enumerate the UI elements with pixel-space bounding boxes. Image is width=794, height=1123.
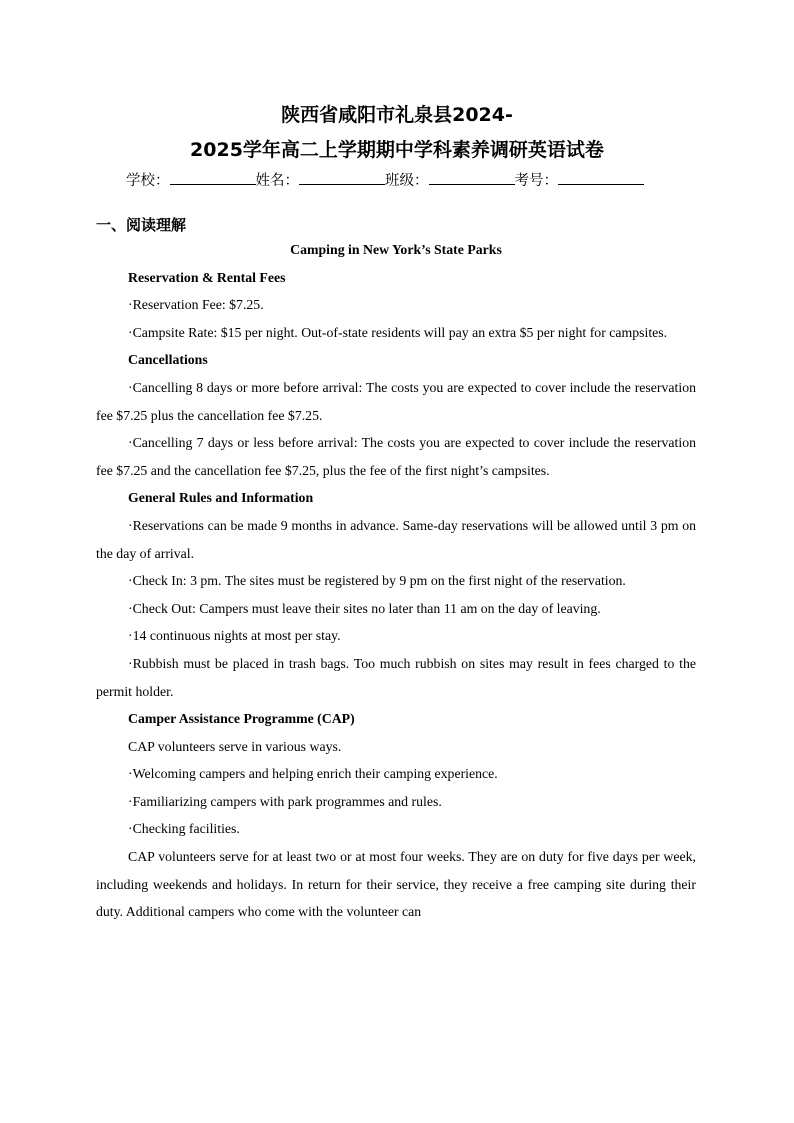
paragraph: ·Familiarizing campers with park programmes and rules. [128,793,442,809]
number-blank [558,171,644,185]
paragraph: ·Rubbish must be placed in trash bags. Too much rubbish on sites may result in fees charged to the permit holder. [96,655,696,699]
section-heading: 一、阅读理解 [96,216,187,234]
passage-title: Camping in New York’s State Parks [290,242,502,257]
reservation-heading: Reservation & Rental Fees [128,269,286,285]
paragraph: ·Check Out: Campers must leave their sites no later than 11 am on the day of leaving. [128,600,601,616]
paragraph: ·Cancelling 7 days or less before arrival: The costs you are expected to cover include the reservation fee $7.25 and the cancellation fee $7.25, plus the fee of the first night’s campsites. [96,435,696,478]
paragraph: ·Campsite Rate: $15 per night. Out-of-state residents will pay an extra $5 per night for campsites. [128,324,668,340]
name-label: 姓名： [255,173,299,189]
reading-passage [96,236,696,926]
paragraph: CAP volunteers serve for at least two or at most four weeks. They are on duty for five days per week, including weekends and holidays. In return for their service, they receive a free camping site during their duty. Additional campers who come with the volunteer can [96,849,696,920]
rules-heading: General Rules and Information [128,490,314,506]
paragraph: ·Reservation Fee: $7.25. [128,297,264,313]
class-blank [429,171,515,185]
page-title-line2: 2025学年高二上学期期中学科素养调研英语试卷 [190,139,604,161]
paragraph: ·Welcoming campers and helping enrich their camping experience. [128,766,498,782]
paragraph: ·Checking facilities. [128,821,240,837]
cancellations-heading: Cancellations [128,352,208,368]
cap-heading: Camper Assistance Programme (CAP) [128,711,355,727]
paragraph: ·Reservations can be made 9 months in advance. Same-day reservations will be allowed until 3 pm on the day of arrival. [96,517,696,561]
paragraph: ·Check In: 3 pm. The sites must be registered by 9 pm on the first night of the reservation. [128,573,626,589]
school-label: 学校： [126,173,170,189]
student-info-row [126,171,644,190]
paragraph: ·Cancelling 8 days or more before arrival: The costs you are expected to cover include the reservation fee $7.25 plus the cancellation fee $7.25. [96,379,696,423]
class-label: 班级： [385,173,429,189]
paragraph: CAP volunteers serve in various ways. [128,738,342,754]
number-label: 考号： [514,173,558,189]
page-title-line1: 陕西省咸阳市礼泉县2024- [281,104,513,126]
school-blank [170,171,256,185]
name-blank [299,171,385,185]
paragraph: ·14 continuous nights at most per stay. [128,628,341,644]
